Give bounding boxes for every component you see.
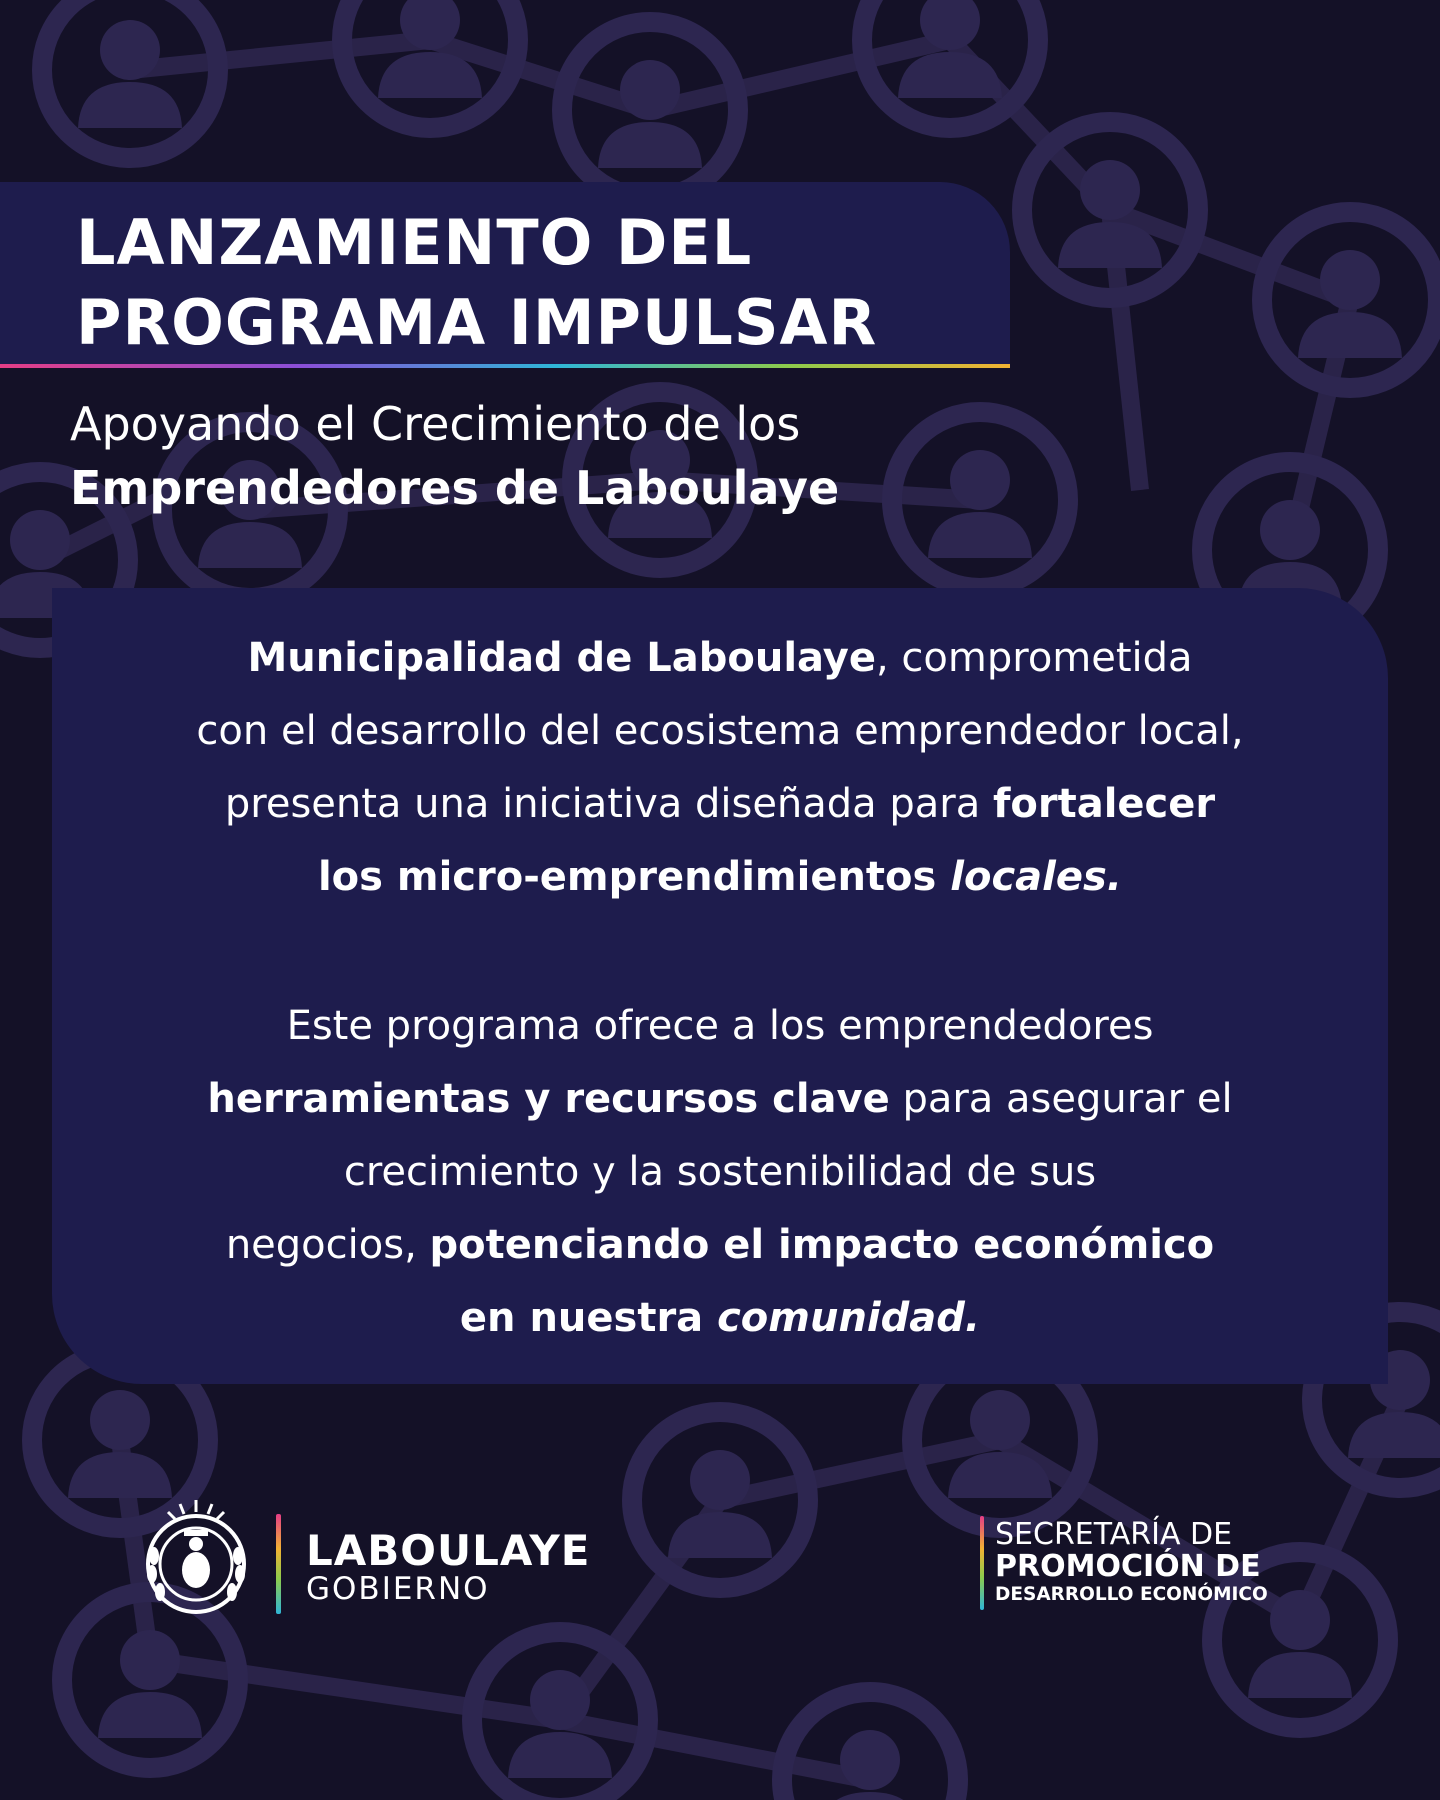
text-segment: Municipalidad de Laboulaye bbox=[247, 635, 876, 681]
text-segment: presenta una iniciativa diseñada para bbox=[224, 781, 993, 827]
secretaria-line-2: PROMOCIÓN DE bbox=[995, 1549, 1261, 1584]
text-segment: comunidad. bbox=[717, 1295, 981, 1341]
secretaria-line-3: DESARROLLO ECONÓMICO bbox=[995, 1584, 1268, 1605]
municipal-seal-icon bbox=[140, 1498, 252, 1618]
subtitle-line-2: Emprendedores de Laboulaye bbox=[70, 461, 840, 515]
laboulaye-gobierno-logo bbox=[140, 1498, 600, 1628]
text-segment: en nuestra bbox=[459, 1295, 718, 1341]
paragraph-line bbox=[52, 768, 1388, 841]
text-segment: Este programa ofrece a los emprendedores bbox=[286, 1003, 1154, 1049]
secretaria-line-1: SECRETARÍA DE bbox=[995, 1517, 1233, 1552]
text-segment: para asegurar el bbox=[889, 1076, 1233, 1122]
text-segment: herramientas y recursos clave bbox=[207, 1076, 890, 1122]
paragraph-line bbox=[52, 695, 1388, 768]
paragraph-intro bbox=[52, 622, 1388, 914]
text-segment: con el desarrollo del ecosistema emprendedor local, bbox=[196, 708, 1244, 754]
secretaria-divider bbox=[980, 1516, 984, 1610]
secretaria-logo bbox=[980, 1514, 1310, 1614]
page-title-line-1: LANZAMIENTO DEL bbox=[76, 206, 753, 279]
logo-subtitle: GOBIERNO bbox=[306, 1571, 490, 1607]
text-segment: locales. bbox=[950, 854, 1123, 900]
paragraph-line bbox=[52, 841, 1388, 914]
logo-divider bbox=[276, 1514, 281, 1614]
text-segment: potenciando el impacto económico bbox=[429, 1222, 1215, 1268]
text-segment: los micro-emprendimientos bbox=[317, 854, 951, 900]
paragraph-line bbox=[52, 1063, 1388, 1136]
page-title-line-2: PROGRAMA IMPULSAR bbox=[76, 286, 878, 359]
paragraph-line bbox=[52, 1282, 1388, 1355]
title-banner bbox=[0, 182, 1010, 364]
title-accent-underline bbox=[0, 364, 1010, 368]
text-segment: crecimiento y la sostenibilidad de sus bbox=[343, 1149, 1097, 1195]
paragraph-line bbox=[52, 990, 1388, 1063]
subtitle bbox=[70, 392, 839, 520]
paragraph-line bbox=[52, 1136, 1388, 1209]
subtitle-line-1: Apoyando el Crecimiento de los bbox=[70, 397, 801, 451]
paragraph-program bbox=[52, 990, 1388, 1355]
text-segment: fortalecer bbox=[992, 781, 1216, 827]
text-segment: , comprometida bbox=[876, 635, 1193, 681]
logo-name: LABOULAYE bbox=[306, 1526, 591, 1575]
paragraph-line bbox=[52, 622, 1388, 695]
text-segment: negocios, bbox=[225, 1222, 430, 1268]
paragraph-line bbox=[52, 1209, 1388, 1282]
info-card bbox=[52, 588, 1388, 1384]
